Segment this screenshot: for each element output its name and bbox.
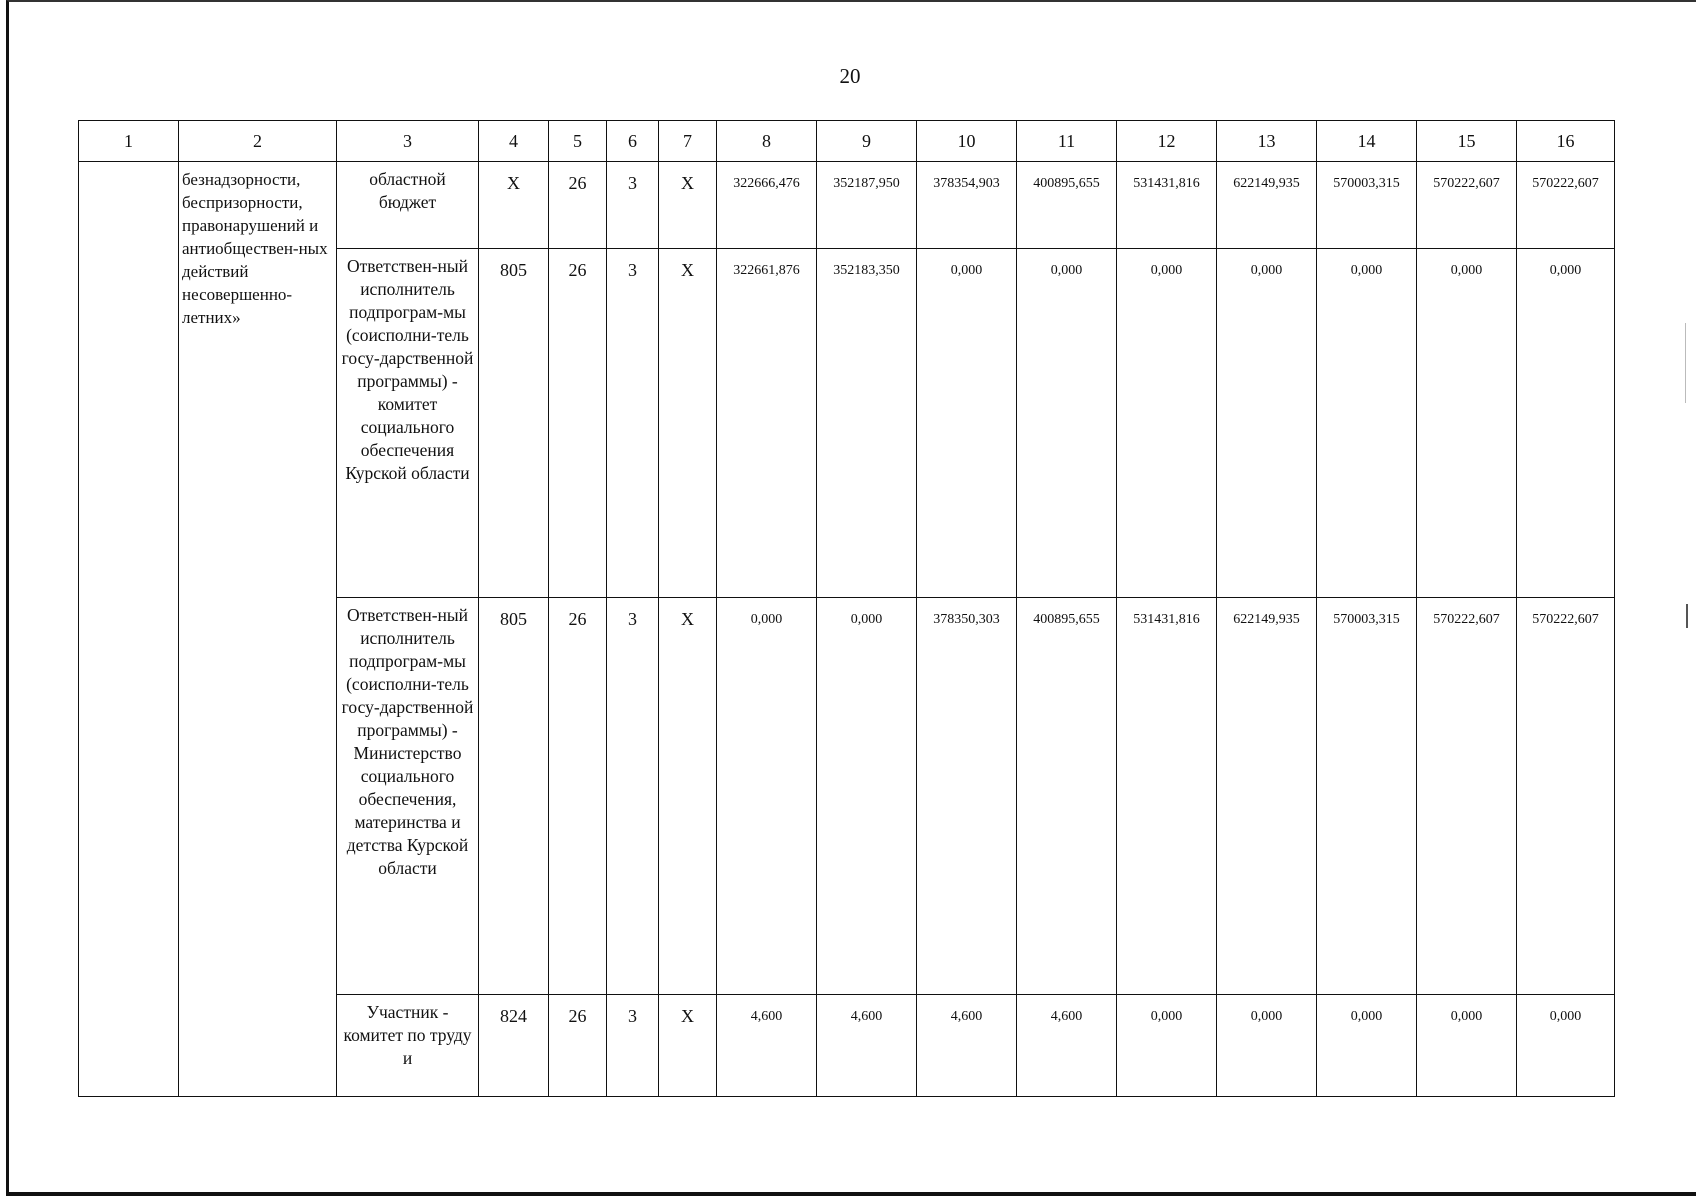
table-header-row	[79, 121, 1615, 162]
value-cell: 378354,903	[917, 162, 1017, 249]
code-cell: X	[479, 162, 549, 249]
value-cell: 352187,950	[817, 162, 917, 249]
code-cell: 805	[479, 598, 549, 995]
code-cell: 26	[549, 249, 607, 598]
scan-edge-mark	[1686, 604, 1688, 628]
value-cell: 0,000	[817, 598, 917, 995]
value-cell: 322666,476	[717, 162, 817, 249]
value-cell: 0,000	[1217, 995, 1317, 1097]
code-cell: 26	[549, 162, 607, 249]
value-cell: 4,600	[917, 995, 1017, 1097]
value-cell: 0,000	[1317, 995, 1417, 1097]
code-cell: 3	[607, 249, 659, 598]
value-cell: 622149,935	[1217, 598, 1317, 995]
value-cell: 531431,816	[1117, 598, 1217, 995]
header-cell: 4	[479, 121, 549, 162]
value-cell: 0,000	[717, 598, 817, 995]
value-cell: 622149,935	[1217, 162, 1317, 249]
code-cell: 26	[549, 598, 607, 995]
header-cell: 16	[1517, 121, 1615, 162]
value-cell: 570003,315	[1317, 598, 1417, 995]
value-cell: 570222,607	[1417, 162, 1517, 249]
executor-cell: областной бюджет	[337, 162, 479, 249]
header-cell: 7	[659, 121, 717, 162]
budget-table	[78, 120, 1615, 1097]
header-cell: 9	[817, 121, 917, 162]
header-cell: 14	[1317, 121, 1417, 162]
value-cell: 0,000	[917, 249, 1017, 598]
header-cell: 13	[1217, 121, 1317, 162]
executor-cell: Ответствен-ный исполнитель подпрограм-мы (соисполни-тель госу-дарственной программы) - Министерство социального обеспечения, материнства и детства Курской области	[337, 598, 479, 995]
value-cell: 0,000	[1417, 249, 1517, 598]
value-cell: 0,000	[1117, 995, 1217, 1097]
header-cell: 11	[1017, 121, 1117, 162]
code-cell: 26	[549, 995, 607, 1097]
page-number: 20	[839, 64, 861, 88]
header-cell: 3	[337, 121, 479, 162]
value-cell: 352183,350	[817, 249, 917, 598]
header-cell: 6	[607, 121, 659, 162]
executor-cell: Ответствен-ный исполнитель подпрограм-мы (соисполни-тель госу-дарственной программы) - комитет социального обеспечения Курской области	[337, 249, 479, 598]
value-cell: 0,000	[1117, 249, 1217, 598]
executor-cell: Участник - комитет по труду и	[337, 995, 479, 1097]
code-cell: 3	[607, 162, 659, 249]
header-cell: 10	[917, 121, 1017, 162]
code-cell: 3	[607, 995, 659, 1097]
value-cell: 378350,303	[917, 598, 1017, 995]
header-cell: 5	[549, 121, 607, 162]
value-cell: 400895,655	[1017, 598, 1117, 995]
header-cell: 2	[179, 121, 337, 162]
index-cell	[79, 162, 179, 1097]
scan-edge-mark	[1685, 323, 1698, 403]
value-cell: 322661,876	[717, 249, 817, 598]
value-cell: 0,000	[1017, 249, 1117, 598]
code-cell: X	[659, 249, 717, 598]
value-cell: 570222,607	[1517, 162, 1615, 249]
program-name-cell: безнадзорности, беспризорности, правонарушений и антиобществен-ных действий несовершенно-летних»	[179, 162, 337, 1097]
code-cell: X	[659, 598, 717, 995]
code-cell: X	[659, 995, 717, 1097]
value-cell: 0,000	[1517, 995, 1615, 1097]
value-cell: 4,600	[717, 995, 817, 1097]
header-cell: 15	[1417, 121, 1517, 162]
code-cell: 805	[479, 249, 549, 598]
code-cell: 3	[607, 598, 659, 995]
table-row	[79, 162, 1615, 249]
value-cell: 4,600	[1017, 995, 1117, 1097]
value-cell: 0,000	[1217, 249, 1317, 598]
value-cell: 4,600	[817, 995, 917, 1097]
header-cell: 8	[717, 121, 817, 162]
value-cell: 400895,655	[1017, 162, 1117, 249]
value-cell: 0,000	[1317, 249, 1417, 598]
value-cell: 570003,315	[1317, 162, 1417, 249]
value-cell: 531431,816	[1117, 162, 1217, 249]
header-cell: 12	[1117, 121, 1217, 162]
code-cell: 824	[479, 995, 549, 1097]
value-cell: 0,000	[1417, 995, 1517, 1097]
header-cell: 1	[79, 121, 179, 162]
code-cell: X	[659, 162, 717, 249]
value-cell: 0,000	[1517, 249, 1615, 598]
value-cell: 570222,607	[1517, 598, 1615, 995]
value-cell: 570222,607	[1417, 598, 1517, 995]
